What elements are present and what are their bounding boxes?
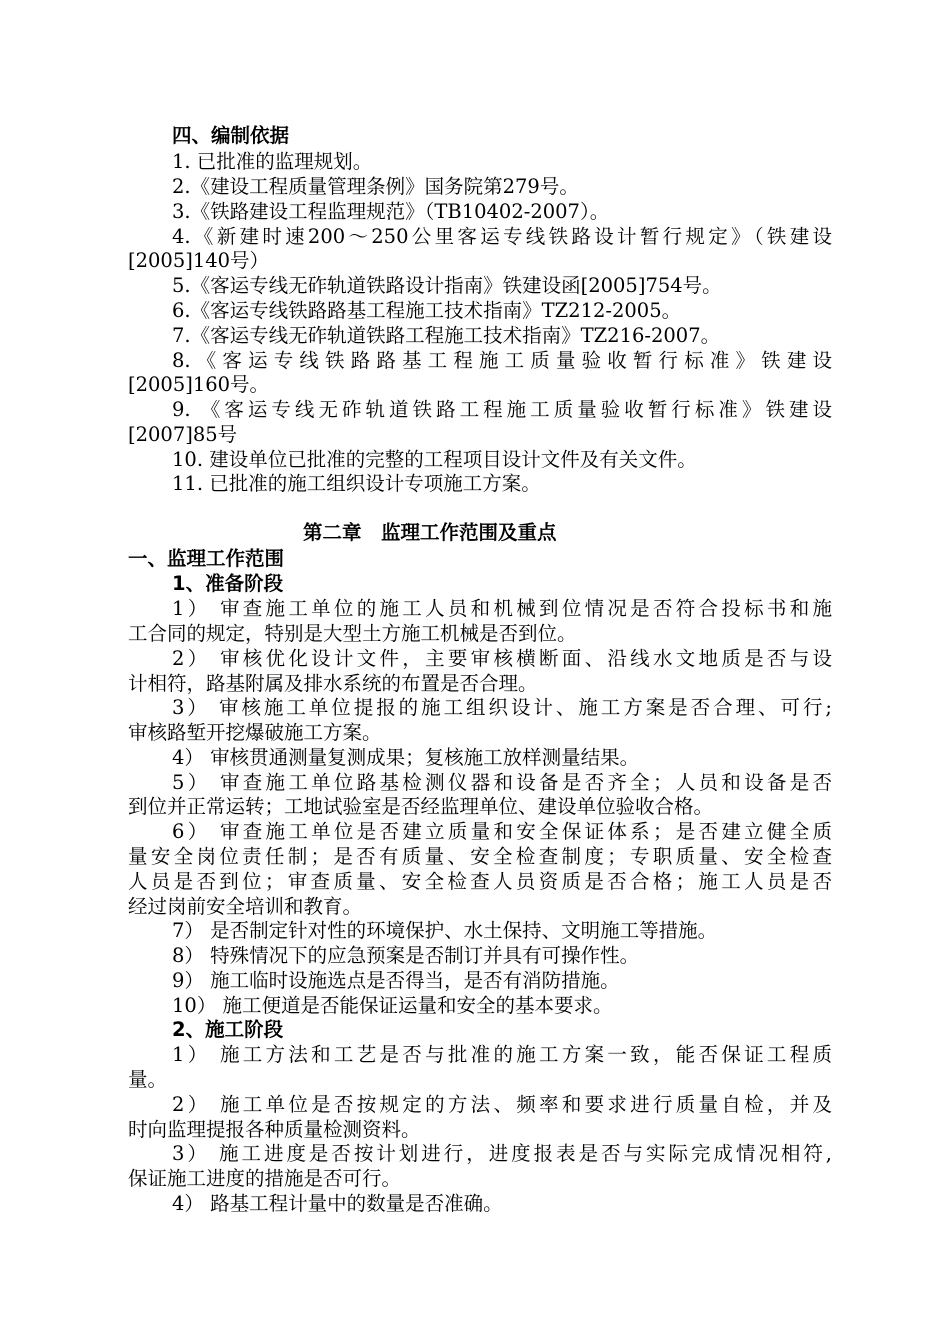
prep-item-cont: 到位并正常运转；工地试验室是否经监理单位、建设单位验收合格。	[128, 795, 714, 818]
prep-item-cont: 计相符，路基附属及排水系统的布置是否合理。	[128, 672, 538, 695]
basis-item: 7.《客运专线无砟轨道铁路工程施工技术指南》TZ216-2007。	[172, 324, 721, 347]
construct-item-cont: 量。	[128, 1068, 168, 1091]
basis-item-cont: [2007]85号	[128, 423, 238, 446]
prep-item: 5） 审查施工单位路基检测仪器和设备是否齐全；人员和设备是否	[172, 771, 832, 794]
construct-item: 4） 路基工程计量中的数量是否准确。	[172, 1192, 503, 1215]
basis-item: 3.《铁路建设工程监理规范》（TB10402-2007）。	[172, 200, 610, 223]
construct-item-cont: 保证施工进度的措施是否可行。	[128, 1167, 402, 1190]
basis-item: 6.《客运专线铁路路基工程施工技术指南》TZ212-2005。	[172, 299, 682, 322]
prep-item: 10） 施工便道是否能保证运量和安全的基本要求。	[172, 994, 613, 1017]
stage-heading: 2、施工阶段	[172, 1018, 284, 1041]
prep-item: 1） 审查施工单位的施工人员和机械到位情况是否符合投标书和施	[172, 597, 832, 620]
basis-item-cont: [2005]140号）	[128, 249, 270, 272]
basis-item: 1. 已批准的监理规划。	[172, 150, 373, 173]
prep-item: 9） 施工临时设施选点是否得当，是否有消防措施。	[172, 969, 620, 992]
basis-item: 5.《客运专线无砟轨道铁路设计指南》铁建设函[2005]754号。	[172, 274, 722, 297]
basis-item-cont: [2005]160号。	[128, 373, 270, 396]
basis-item: 4.《新建时速200～250公里客运专线铁路设计暂行规定》（铁建设	[172, 225, 832, 248]
prep-item-cont: 审核路堑开挖爆破施工方案。	[128, 721, 382, 744]
stage-heading: 1、准备阶段	[172, 572, 284, 595]
prep-item: 6） 审查施工单位是否建立质量和安全保证体系；是否建立健全质	[172, 820, 832, 843]
chapter-title: 第二章 监理工作范围及重点	[303, 521, 557, 544]
construct-item-cont: 时向监理提报各种质量检测资料。	[128, 1118, 421, 1141]
prep-item-cont: 量安全岗位责任制；是否有质量、安全检查制度；专职质量、安全检查	[128, 845, 832, 868]
prep-item-cont: 工合同的规定，特别是大型土方施工机械是否到位。	[128, 622, 577, 645]
prep-item: 3） 审核施工单位提报的施工组织设计、施工方案是否合理、可行;	[172, 696, 832, 719]
construct-item: 3） 施工进度是否按计划进行，进度报表是否与实际完成情况相符,	[172, 1142, 832, 1165]
basis-item: 2.《建设工程质量管理条例》国务院第279号。	[172, 175, 579, 198]
basis-item: 9. 《客运专线无砟轨道铁路工程施工质量验收暂行标准》铁建设	[172, 398, 832, 421]
construct-item: 1） 施工方法和工艺是否与批准的施工方案一致，能否保证工程质	[172, 1043, 832, 1066]
prep-item-cont: 人员是否到位；审查质量、安全检查人员资质是否合格；施工人员是否	[128, 870, 832, 893]
basis-item: 11. 已批准的施工组织设计专项施工方案。	[172, 472, 541, 495]
prep-item: 7） 是否制定针对性的环境保护、水土保持、文明施工等措施。	[172, 919, 718, 942]
prep-item-cont: 经过岗前安全培训和教育。	[128, 895, 363, 918]
sub-heading: 一、监理工作范围	[128, 547, 285, 570]
section-heading: 四、编制依据	[172, 124, 290, 147]
basis-item: 10. 建设单位已批准的完整的工程项目设计文件及有关文件。	[172, 448, 697, 471]
construct-item: 2） 施工单位是否按规定的方法、频率和要求进行质量自检，并及	[172, 1093, 832, 1116]
prep-item: 4） 审核贯通测量复测成果；复核施工放样测量结果。	[172, 746, 640, 769]
prep-item: 2） 审核优化设计文件，主要审核横断面、沿线水文地质是否与设	[172, 647, 832, 670]
basis-item: 8.《客运专线铁路路基工程施工质量验收暂行标准》铁建设	[172, 349, 832, 372]
prep-item: 8） 特殊情况下的应急预案是否制订并具有可操作性。	[172, 944, 640, 967]
